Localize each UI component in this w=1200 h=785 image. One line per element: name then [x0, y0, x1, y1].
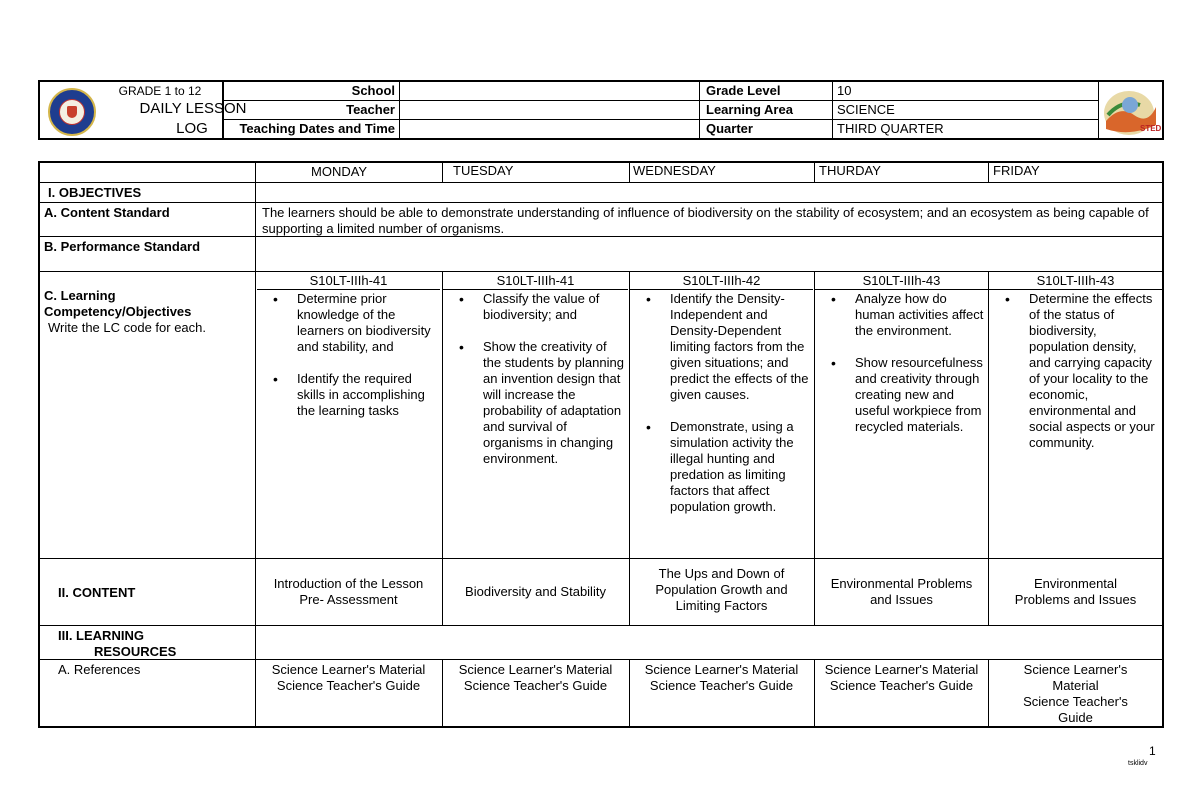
content-line: Environmental	[1033, 576, 1118, 591]
content-wednesday	[629, 559, 813, 625]
day-wednesday: WEDNESDAY	[629, 163, 813, 182]
reference-line: Science Teacher's	[1023, 694, 1128, 709]
steb-logo-icon	[1100, 85, 1162, 137]
quarter-label: Quarter	[702, 120, 833, 138]
content-standard-text: The learners should be able to demonstrate understanding of influence of biodiversity on the stability of ecosystem; and an ecosystem as being capable of supporting a limited number of organisms.	[262, 205, 1149, 236]
page-number: 1	[1149, 744, 1156, 758]
objective-item: • Show the creativity of the students by planning an invention design that will increase the probability of adaptation and survival of organisms in changing environment.	[445, 339, 626, 467]
header-row-school	[224, 82, 1099, 100]
lc-wednesday	[629, 272, 813, 558]
lc-friday	[988, 272, 1162, 558]
learning-competency-label-1: C. Learning	[44, 288, 116, 303]
deped-seal-icon	[48, 88, 96, 136]
content-line: Limiting Factors	[675, 598, 768, 613]
content-line: Introduction of the Lesson	[273, 576, 424, 591]
lc-code: S10LT-IIIh-41	[257, 272, 440, 290]
learning-competency-label-2: Competency/Objectives	[44, 304, 192, 319]
objectives-label: I. OBJECTIVES	[40, 183, 256, 202]
lc-code: S10LT-IIIh-43	[989, 272, 1162, 290]
learning-resources-span	[257, 626, 1162, 659]
content-line: Biodiversity and Stability	[465, 584, 606, 599]
performance-standard-label: B. Performance Standard	[40, 237, 256, 271]
objective-item: • Determine the effects of the status of biodiversity, population density, and carrying capacity of your locality to the economic, environmental and social aspects or your community.	[991, 291, 1160, 451]
objective-list	[817, 291, 986, 435]
content-monday	[257, 559, 440, 625]
objective-item: • Classify the value of biodiversity; and	[445, 291, 626, 323]
footer-tag: tsklidv	[1128, 760, 1148, 767]
reference-line: Science Learner's	[1023, 662, 1128, 677]
content-line: Environmental Problems	[830, 576, 973, 591]
content-line: The Ups and Down of	[658, 566, 785, 581]
day-monday: MONDAY	[311, 164, 368, 179]
references-wednesday	[629, 660, 813, 726]
objective-list	[445, 291, 626, 467]
lc-thursday	[814, 272, 988, 558]
reference-line: Science Teacher's Guide	[276, 678, 421, 693]
grade-level-label: Grade Level	[702, 82, 833, 100]
dates-label: Teaching Dates and Time	[224, 120, 400, 138]
reference-line: Science Learner's Material	[458, 662, 613, 677]
content-line: Problems and Issues	[1014, 592, 1137, 607]
reference-line: Science Teacher's Guide	[649, 678, 794, 693]
svg-text:STED: STED	[1140, 124, 1162, 133]
grade-level-value[interactable]: 10	[833, 82, 1099, 100]
reference-line: Science Learner's Material	[271, 662, 426, 677]
references-tuesday	[442, 660, 628, 726]
reference-line: Science Learner's Material	[644, 662, 799, 677]
references-label: A. References	[40, 660, 256, 726]
content-standard-row	[40, 202, 1162, 236]
content-line: and Issues	[870, 592, 933, 607]
references-thursday	[814, 660, 988, 726]
empty-corner-cell	[40, 163, 256, 182]
title-line-2: LOG	[176, 120, 208, 137]
content-line: Population Growth and	[655, 582, 788, 597]
performance-standard-row	[40, 236, 1162, 271]
teacher-label: Teacher	[224, 101, 400, 119]
school-value[interactable]	[400, 82, 700, 100]
school-label: School	[224, 82, 400, 100]
learning-competency-note: Write the LC code for each.	[48, 320, 207, 335]
dates-value[interactable]	[400, 120, 700, 138]
objective-item: • Analyze how do human activities affect the environment.	[817, 291, 986, 339]
teacher-value[interactable]	[400, 101, 700, 119]
lc-tuesday	[442, 272, 628, 558]
learning-competency-label-cell	[40, 272, 256, 558]
grade-range: GRADE 1 to 12	[118, 84, 202, 98]
title-block	[100, 82, 247, 138]
reference-line: Material	[1052, 678, 1099, 693]
objective-item: • Determine prior knowledge of the learners on biodiversity and stability, and	[259, 291, 438, 355]
content-standard-label: A. Content Standard	[40, 203, 256, 236]
learning-resources-label-1: III. LEARNING	[58, 628, 144, 643]
day-tuesday: TUESDAY	[442, 163, 628, 182]
title-line-1: DAILY LESSON	[139, 100, 247, 117]
objectives-row	[40, 182, 1162, 202]
content-tuesday	[442, 559, 628, 625]
references-row	[40, 659, 1162, 726]
day-friday: FRIDAY	[988, 163, 1162, 182]
reference-line: Science Teacher's Guide	[463, 678, 608, 693]
lc-code: S10LT-IIIh-41	[443, 272, 628, 290]
lc-code: S10LT-IIIh-43	[815, 272, 988, 290]
learning-resources-label-2: RESOURCES	[94, 644, 177, 659]
lc-monday	[257, 272, 440, 558]
content-row	[40, 558, 1162, 625]
day-thursday: THURDAY	[814, 163, 988, 182]
lesson-log-table	[38, 161, 1164, 728]
objective-item: • Show resourcefulness and creativity through creating new and useful workpiece from recycled materials.	[817, 355, 986, 435]
objective-item: • Identify the required skills in accomplishing the learning tasks	[259, 371, 438, 419]
references-friday	[988, 660, 1162, 726]
day-header-row	[40, 163, 1162, 182]
objective-item: • Demonstrate, using a simulation activity the illegal hunting and predation as limiting factors that affect population growth.	[632, 419, 811, 515]
learning-resources-row	[40, 625, 1162, 659]
objective-item: • Identify the Density-Independent and Density-Dependent limiting factors from the given situations; and predict the effects of the given causes.	[632, 291, 811, 403]
content-friday	[988, 559, 1162, 625]
header-box	[38, 80, 1164, 140]
objectives-span	[257, 183, 1162, 202]
header-row-dates	[224, 119, 1099, 137]
objective-list	[259, 291, 438, 419]
learning-area-value[interactable]: SCIENCE	[833, 101, 1099, 119]
performance-standard-value	[257, 237, 1162, 271]
reference-line: Science Teacher's Guide	[829, 678, 974, 693]
references-monday	[257, 660, 440, 726]
objective-list	[632, 291, 811, 515]
header-row-teacher	[224, 100, 1099, 118]
content-thursday	[814, 559, 988, 625]
content-line: Pre- Assessment	[299, 592, 398, 607]
quarter-value[interactable]: THIRD QUARTER	[833, 120, 1099, 138]
header-fields	[222, 82, 1097, 138]
lc-code: S10LT-IIIh-42	[630, 272, 813, 290]
learning-competency-row	[40, 271, 1162, 558]
learning-area-label: Learning Area	[702, 101, 833, 119]
reference-line: Guide	[1058, 710, 1093, 725]
content-label: II. CONTENT	[40, 559, 256, 625]
learning-resources-label-cell	[40, 626, 256, 659]
reference-line: Science Learner's Material	[824, 662, 979, 677]
objective-list	[991, 291, 1160, 451]
